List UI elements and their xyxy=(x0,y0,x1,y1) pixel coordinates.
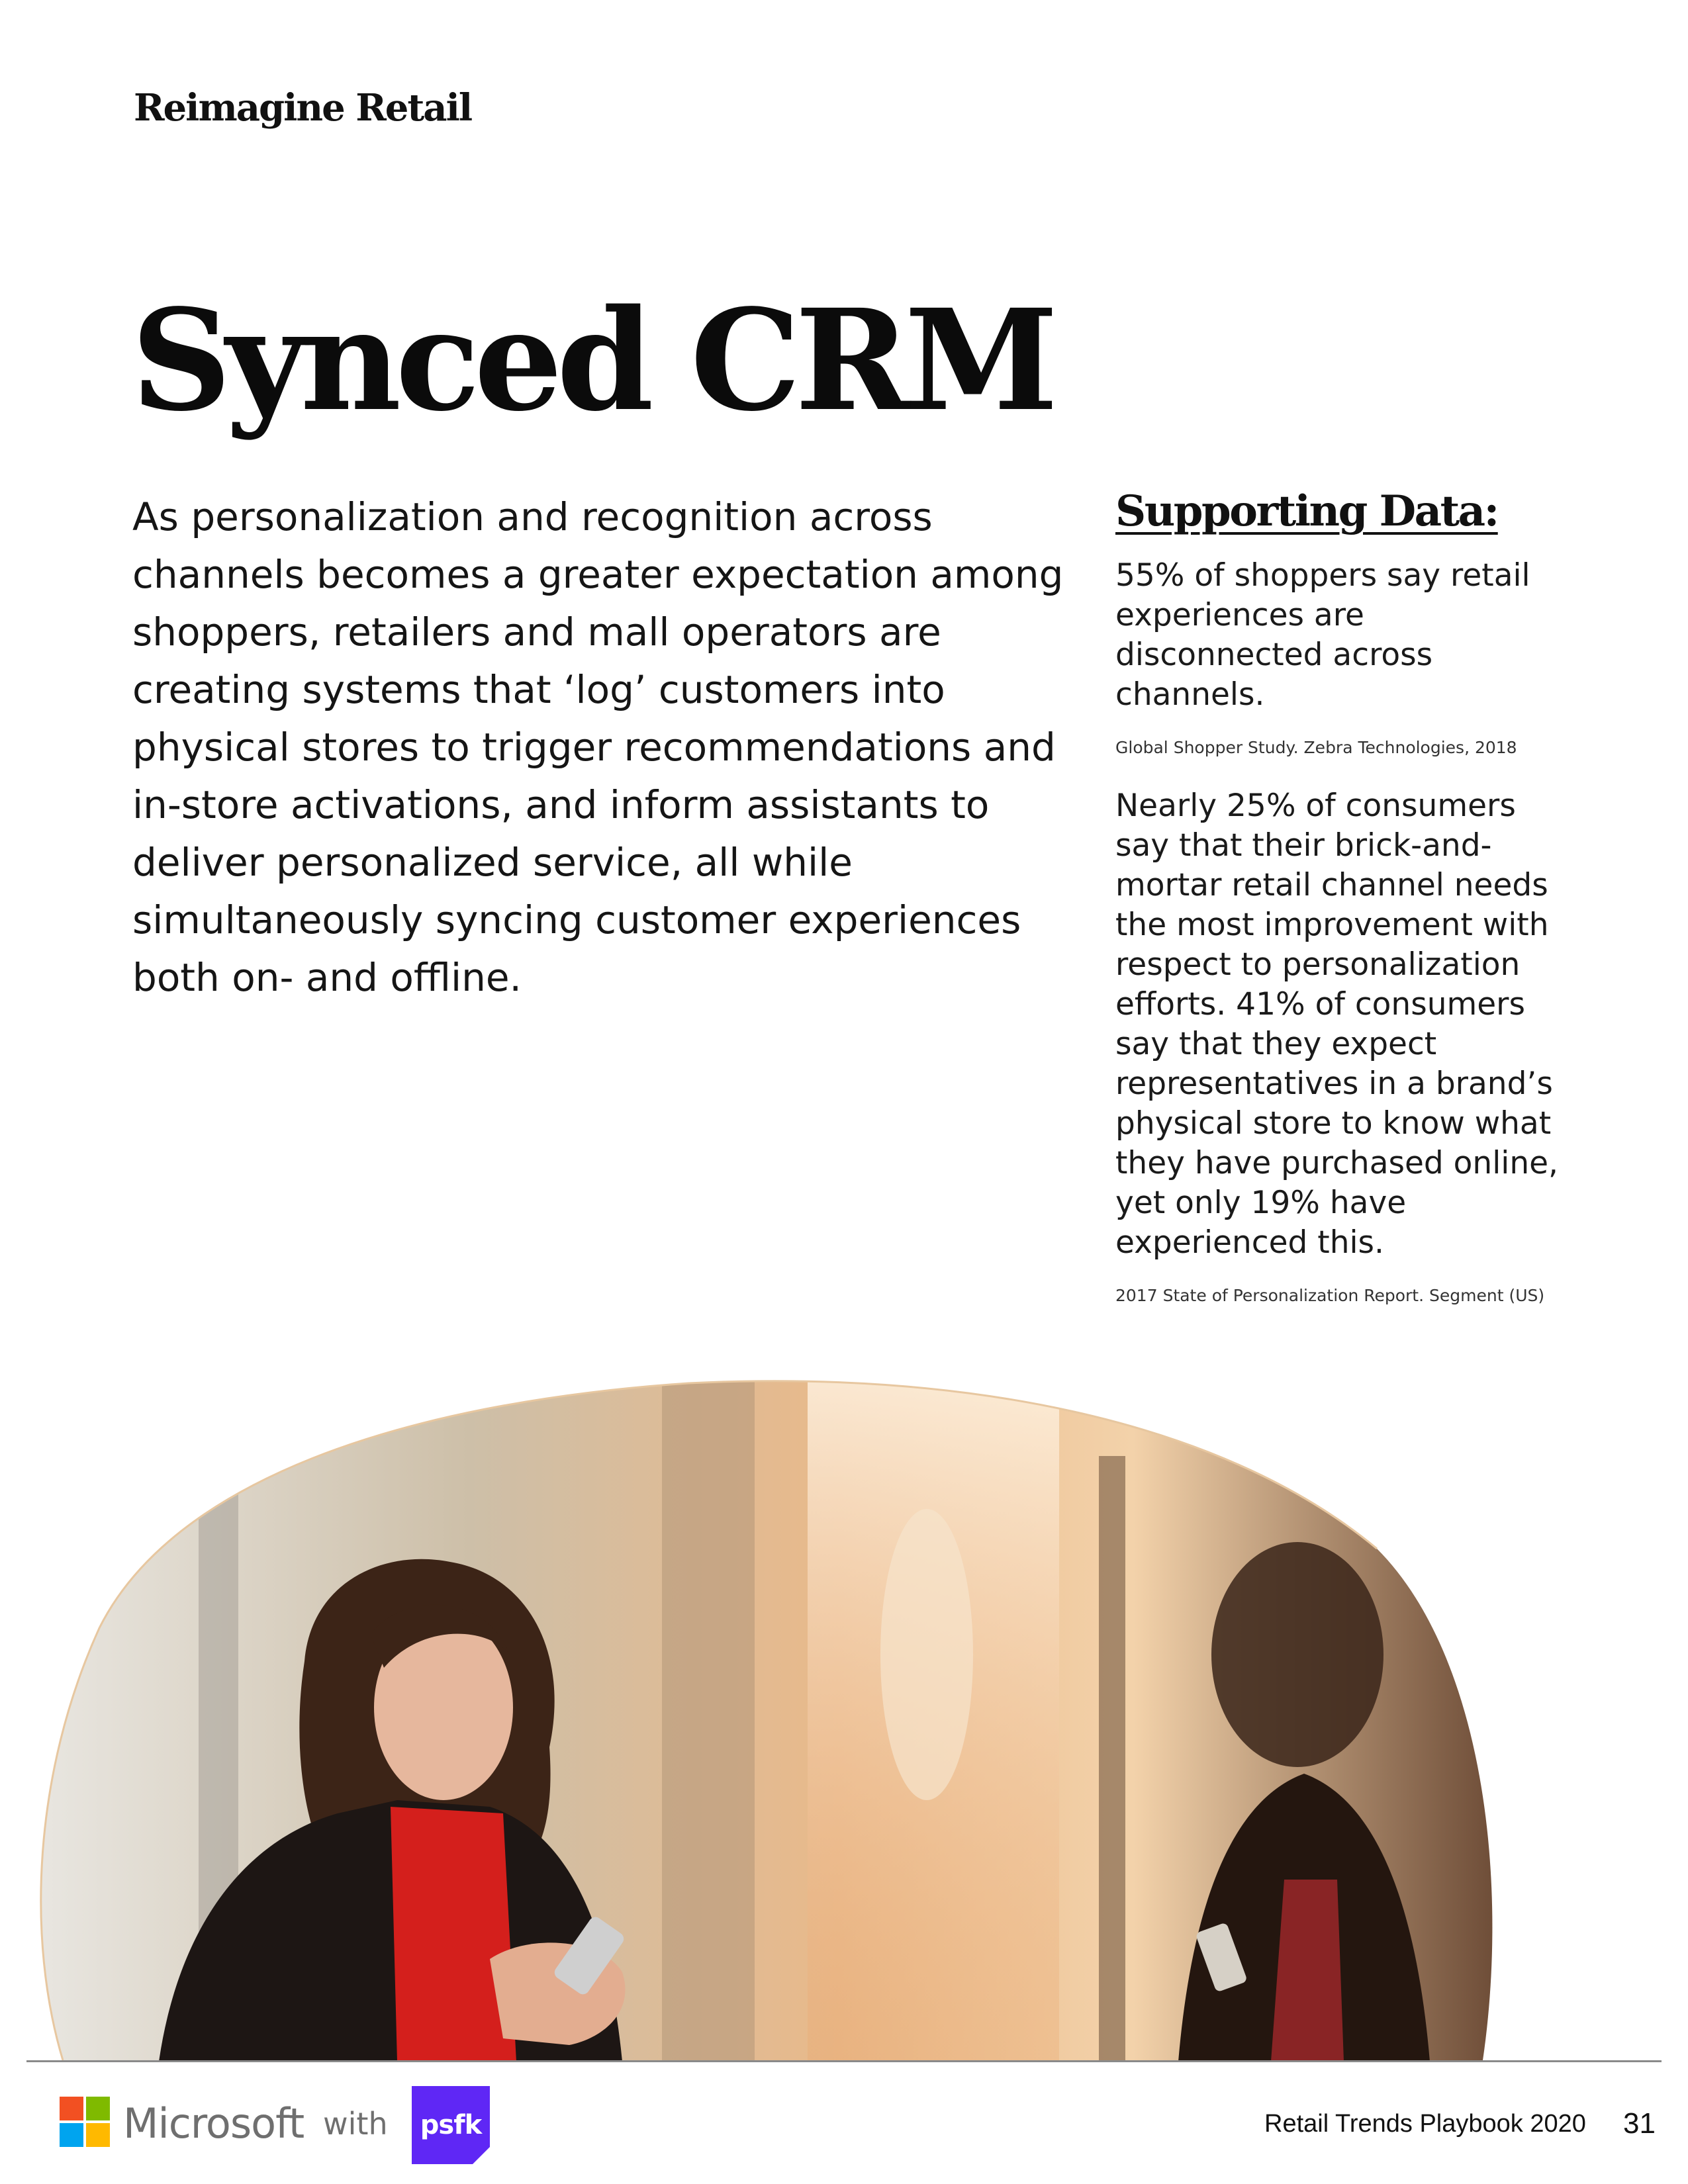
sidebar-heading: Supporting Data: xyxy=(1115,486,1498,536)
psfk-logo-icon xyxy=(412,2086,490,2164)
logo-square-blue xyxy=(60,2123,83,2147)
footer-rule xyxy=(26,2060,1662,2062)
running-head: Reimagine Retail xyxy=(134,86,472,130)
publication-title: Retail Trends Playbook 2020 xyxy=(1264,2110,1586,2138)
partner-name: psfk xyxy=(420,2110,482,2140)
stat-text: Nearly 25% of consumers say that their brick-and-mortar retail channel needs the most improvement with respect to personalization efforts. 41% of consumers say that they expect representatives in a brand’s physical store to know what they have purchased online, yet only 19% have experienced this. xyxy=(1115,788,1558,1261)
stat-source: Global Shopper Study. Zebra Technologies, 2018 xyxy=(1115,738,1517,757)
logo-square-red xyxy=(60,2097,83,2120)
supporting-data-sidebar xyxy=(1115,486,1566,1334)
logo-square-green xyxy=(86,2097,110,2120)
with-label: with xyxy=(323,2106,388,2142)
shopper-photo-illustration xyxy=(26,1377,1503,2062)
hero-photo xyxy=(26,1377,1503,2062)
stat-source: 2017 State of Personalization Report. Segment (US) xyxy=(1115,1286,1545,1305)
page-number: 31 xyxy=(1623,2107,1656,2140)
lead-paragraph: As personalization and recognition across channels becomes a greater expectation among shoppers, retailers and mall operators are creating systems that ‘log’ customers into physical stores to trigger recommendations and in-store activations, and inform assistants to deliver personalized service, all while simultaneously syncing customer experiences both on- and offline. xyxy=(132,494,1064,1000)
microsoft-logo-icon xyxy=(60,2097,110,2147)
brand-name: Microsoft xyxy=(123,2099,305,2148)
logo-square-yellow xyxy=(86,2123,110,2147)
stat-text: 55% of shoppers say retail experiences are disconnected across channels. xyxy=(1115,557,1530,713)
page-title: Synced CRM xyxy=(131,279,1053,442)
